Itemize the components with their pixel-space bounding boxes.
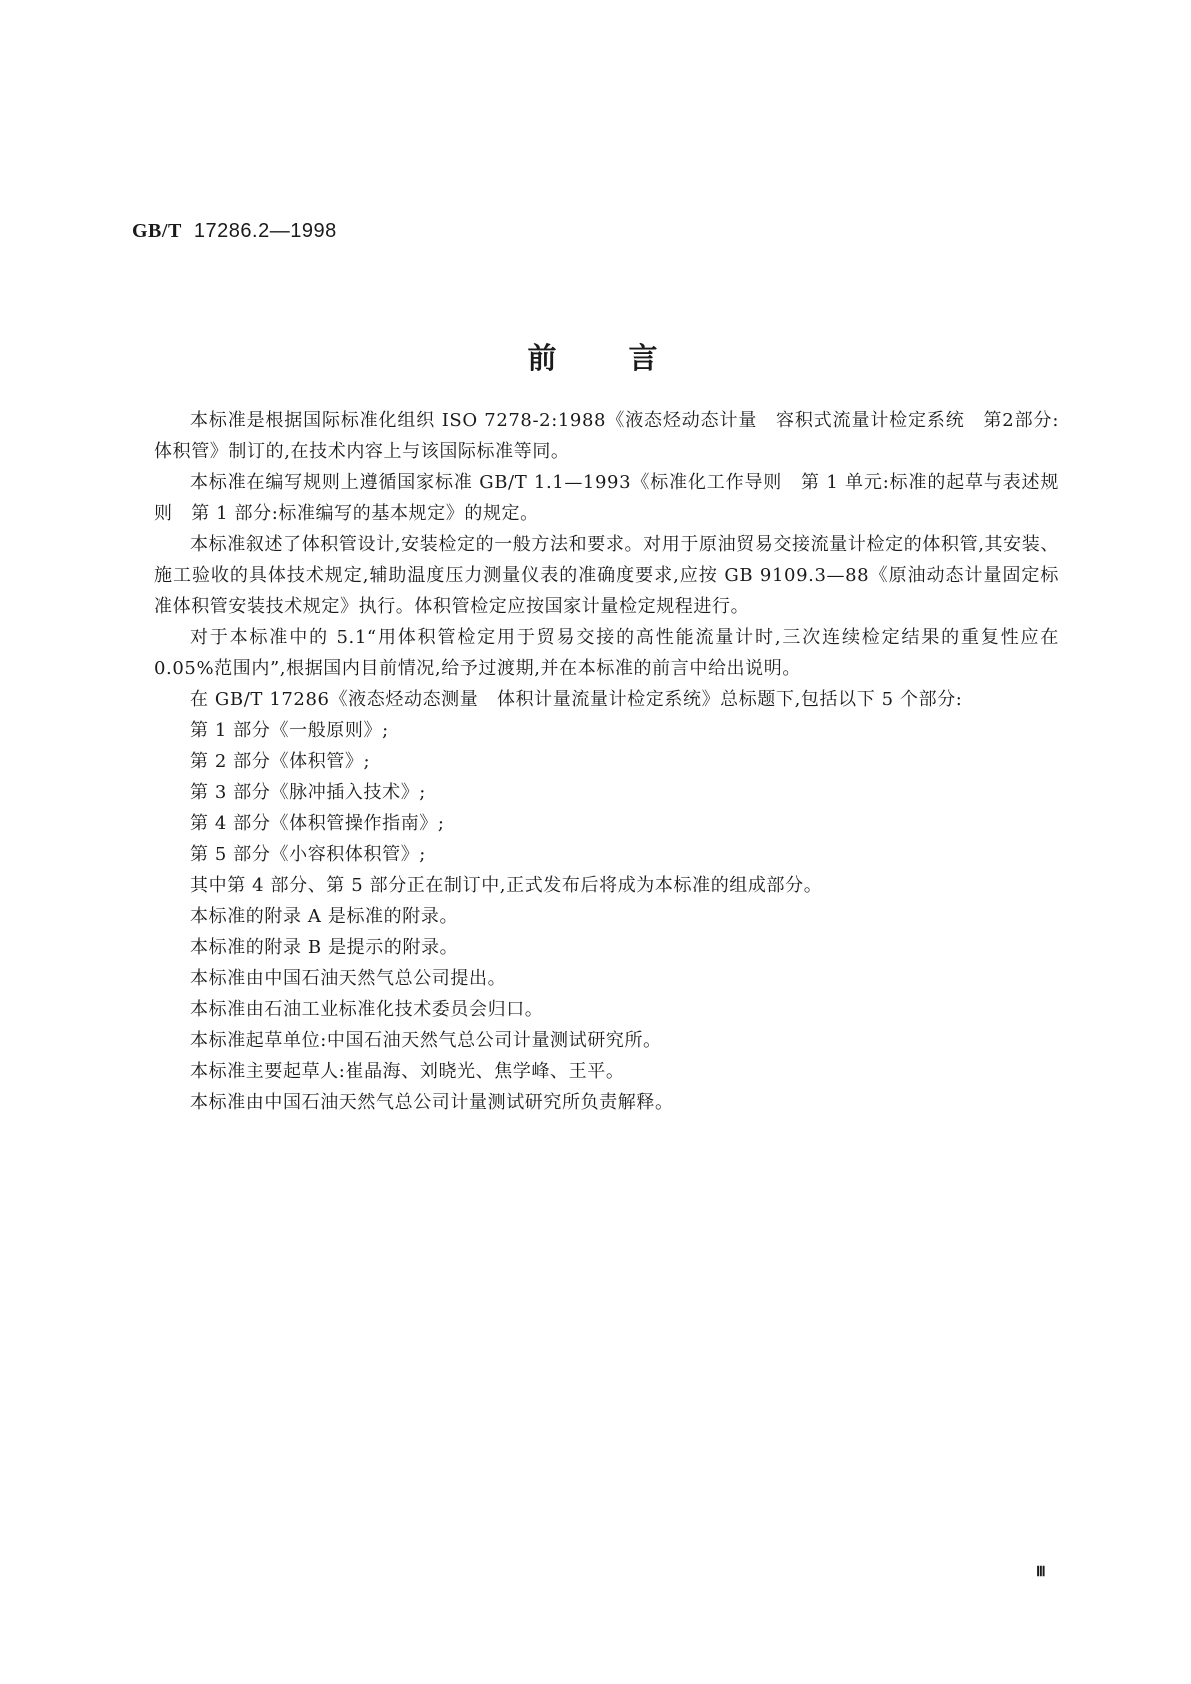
paragraph: 本标准叙述了体积管设计,安装检定的一般方法和要求。对用于原油贸易交接流量计检定的体积管,其安装、施工验收的具体技术规定,辅助温度压力测量仪表的准确度要求,应按 GB 9109.3—88《原油动态计量固定标准体积管安装技术规定》执行。体积管检定应按国家计量检定规程进行。 [154, 534, 1059, 617]
list-item: 第 5 部分《小容积体积管》; [190, 844, 426, 865]
page-title: 前言 [527, 341, 730, 375]
standard-code-number: 17286.2—1998 [193, 220, 337, 242]
list-item: 第 2 部分《体积管》; [190, 751, 371, 772]
page-number: Ⅲ [1036, 1565, 1046, 1580]
paragraph: 其中第 4 部分、第 5 部分正在制订中,正式发布后将成为本标准的组成部分。 [190, 875, 823, 896]
standard-code [132, 220, 337, 243]
paragraph: 本标准的附录 A 是标准的附录。 [190, 906, 459, 927]
paragraph: 在 GB/T 17286《液态烃动态测量 体积计量流量计检定系统》总标题下,包括以下 5 个部分: [190, 689, 963, 710]
paragraph: 本标准起草单位:中国石油天然气总公司计量测试研究所。 [190, 1030, 662, 1051]
foreword-body [154, 405, 1059, 1118]
standard-code-prefix: GB/T [132, 220, 182, 242]
paragraph: 本标准在编写规则上遵循国家标准 GB/T 1.1—1993《标准化工作导则 第 1 单元:标准的起草与表述规则 第 1 部分:标准编写的基本规定》的规定。 [154, 472, 1059, 524]
paragraph: 本标准由中国石油天然气总公司计量测试研究所负责解释。 [190, 1092, 674, 1113]
paragraph: 对于本标准中的 5.1“用体积管检定用于贸易交接的高性能流量计时,三次连续检定结果的重复性应在 0.05%范围内”,根据国内目前情况,给予过渡期,并在本标准的前言中给出说明。 [154, 627, 1059, 679]
list-item: 第 3 部分《脉冲插入技术》; [190, 782, 426, 803]
paragraph: 本标准由中国石油天然气总公司提出。 [190, 968, 507, 989]
paragraph: 本标准由石油工业标准化技术委员会归口。 [190, 999, 544, 1020]
list-item: 第 1 部分《一般原则》; [190, 720, 389, 741]
paragraph: 本标准是根据国际标准化组织 ISO 7278-2:1988《液态烃动态计量 容积式流量计检定系统 第2部分:体积管》制订的,在技术内容上与该国际标准等同。 [154, 410, 1059, 462]
paragraph: 本标准的附录 B 是提示的附录。 [190, 937, 459, 958]
paragraph: 本标准主要起草人:崔晶海、刘晓光、焦学峰、王平。 [190, 1061, 625, 1082]
list-item: 第 4 部分《体积管操作指南》; [190, 813, 445, 834]
